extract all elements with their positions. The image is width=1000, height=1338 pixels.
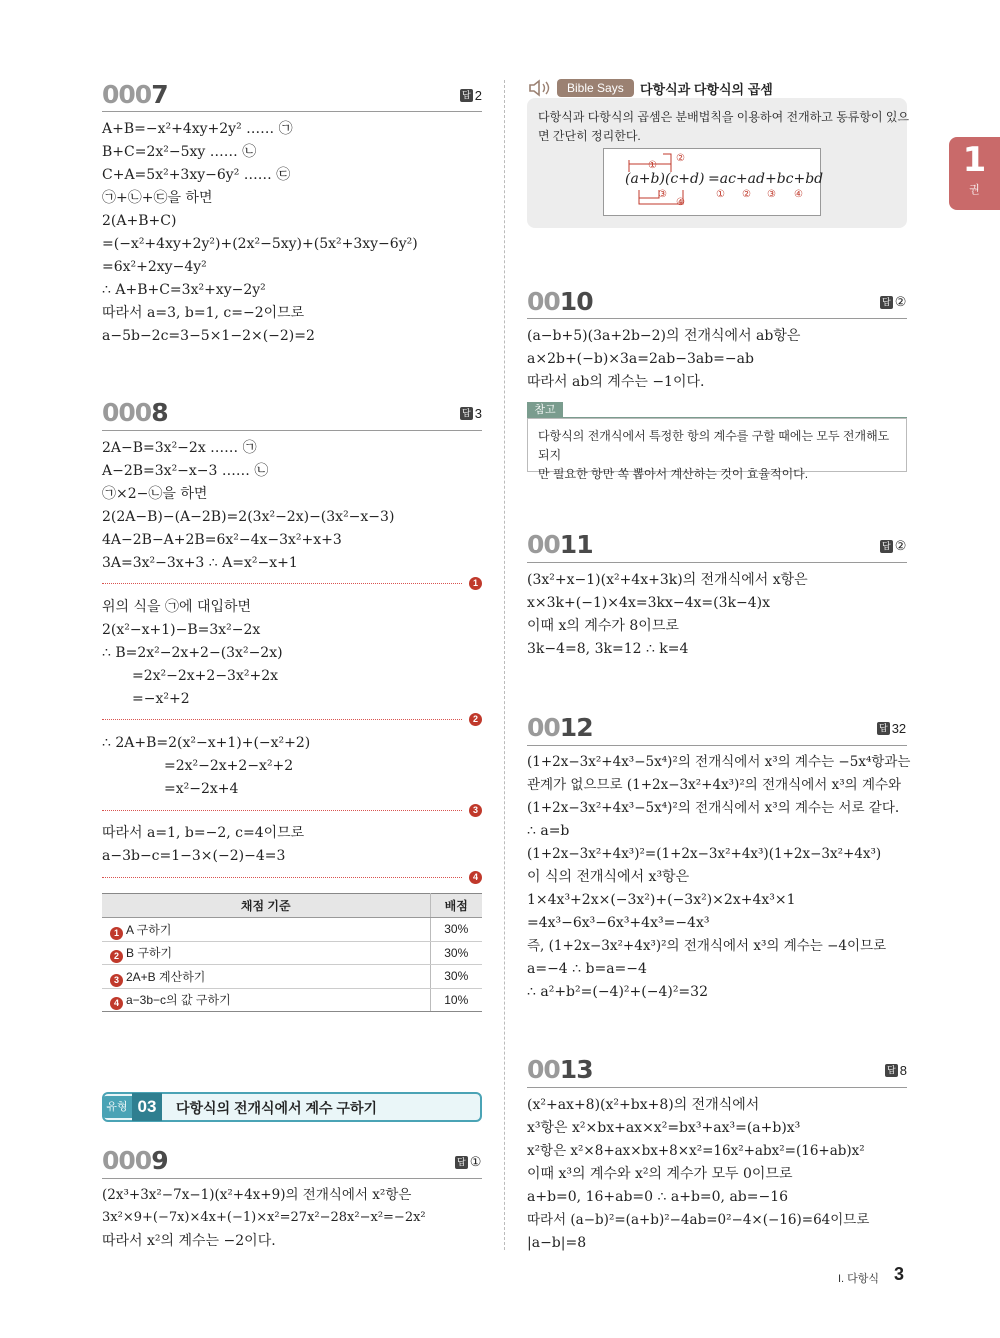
chapter-number: 1 — [962, 140, 987, 180]
rule — [102, 1178, 482, 1179]
answer-0007: 답 2 — [462, 88, 482, 103]
step-badge: 1 — [469, 577, 482, 590]
solution-line: (1+2x−3x²+4x³)²=(1+2x−3x²+4x³)(1+2x−3x²+4x³) — [527, 846, 882, 862]
problem-number-0013: 0013 — [527, 1055, 593, 1084]
solution-line: ㉠+㉡+㉢을 하면 — [102, 190, 213, 206]
solution-line: 따라서 x²의 계수는 −2이다. — [102, 1233, 276, 1249]
solution-line: ∴ a²+b²=(−4)²+(−4)²=32 — [527, 984, 708, 1000]
mark-2: ② — [676, 153, 685, 164]
answer-tag: 답 — [887, 1065, 896, 1075]
solution-line: 이 식의 전개식에서 x³항은 — [527, 869, 690, 885]
solution-line: (a−b+5)(3a+2b−2)의 전개식에서 ab항은 — [527, 328, 801, 344]
solution-line: ∴ A+B+C=3x²+xy−2y² — [102, 282, 266, 298]
step-badge: 2 — [110, 950, 123, 963]
solution-line: A−2B=3x²−x−3 …… ㉡ — [102, 463, 269, 479]
rule — [527, 745, 907, 746]
step-badge: 3 — [469, 804, 482, 817]
table-cell: 1 A 구하기 — [102, 918, 430, 942]
answer-tag: 답 — [462, 408, 471, 418]
solution-line: =−x²+2 — [132, 691, 190, 707]
problem-number-0009: 0009 — [102, 1146, 168, 1175]
answer-tag: 답 — [882, 296, 891, 307]
answer-0013: 답 8 — [887, 1063, 907, 1078]
mark-4: ④ — [794, 189, 803, 200]
chapter-tab[interactable] — [949, 137, 1000, 210]
answer-tag: 답 — [879, 723, 888, 733]
rule — [102, 430, 482, 431]
solution-line: 따라서 (a−b)²=(a+b)²−4ab=0²−4×(−16)=64이므로 — [527, 1212, 870, 1228]
chapter-label: 권 — [969, 183, 980, 196]
formula-left: (a+b)(c+d) — [625, 171, 705, 187]
step-badge: 4 — [469, 871, 482, 884]
solution-line: B+C=2x²−5xy …… ㉡ — [102, 144, 257, 160]
bible-text: 다항식과 다항식의 곱셈은 분배법칙을 이용하여 전개하고 동류항이 있으 — [538, 110, 910, 124]
bible-title: 다항식과 다항식의 곱셈 — [640, 82, 773, 97]
table-header: 채점 기준 — [102, 894, 430, 918]
solution-line: 따라서 ab의 계수는 −1이다. — [527, 374, 705, 390]
solution-line: a−5b−2c=3−5×1−2×(−2)=2 — [102, 328, 315, 344]
answer-0010: 답 ② — [882, 294, 907, 309]
solution-line: 3k−4=8, 3k=12 ∴ k=4 — [527, 641, 689, 657]
solution-line: 3A=3x²−3x+3 ∴ A=x²−x+1 — [102, 555, 298, 571]
solution-line: =x²−2x+4 — [164, 781, 239, 797]
solution-line: a×2b+(−b)×3a=2ab−3ab=−ab — [527, 351, 754, 367]
solution-line: 따라서 a=3, b=1, c=−2이므로 — [102, 305, 305, 321]
formula-right: =ac+ad+bc+bd — [708, 171, 824, 187]
note-box — [527, 418, 907, 481]
solution-line: 3x²×9+(−7x)×4x+(−1)×x²=27x²−28x²−x²=−2x² — [102, 1210, 426, 1225]
speaker-icon — [528, 79, 554, 97]
table-row — [102, 918, 482, 942]
step-badge: 2 — [469, 713, 482, 726]
solution-line: a=−4 ∴ b=a=−4 — [527, 961, 647, 977]
type-title: 다항식의 전개식에서 계수 구하기 — [176, 1100, 378, 1116]
solution-line: 따라서 a=1, b=−2, c=4이므로 — [102, 825, 305, 841]
problem-number-0008: 0008 — [102, 398, 168, 427]
solution-line: 4A−2B−A+2B=6x²−4x−3x²+x+3 — [102, 532, 342, 548]
mark-4: ④ — [676, 197, 685, 208]
step-badge: 4 — [110, 997, 123, 1010]
table-header-row — [102, 894, 482, 918]
solution-line: =4x³−6x³−6x³+4x³=−4x³ — [527, 915, 710, 931]
solution-line: (2x³+3x²−7x−1)(x²+4x+9)의 전개식에서 x²항은 — [102, 1187, 412, 1203]
solution-line: 2(x²−x+1)−B=3x²−2x — [102, 622, 261, 638]
problem-number-0011: 0011 — [527, 530, 593, 559]
step-badge: 3 — [110, 974, 123, 987]
answer-tag: 답 — [462, 90, 471, 100]
solution-line: ∴ B=2x²−2x+2−(3x²−2x) — [102, 645, 283, 661]
solution-line: =(−x²+4xy+2y²)+(2x²−5xy)+(5x²+3xy−6y²) — [102, 236, 418, 252]
page-number: 3 — [894, 1264, 905, 1284]
solution-line: (1+2x−3x²+4x³−5x⁴)²의 전개식에서 x³의 계수는 −5x⁴항과는 — [527, 754, 911, 770]
note-text: 다항식의 전개식에서 특정한 항의 계수를 구할 때에는 모두 전개해도 되지 — [538, 429, 890, 462]
solution-line: (3x²+x−1)(x²+4x+3k)의 전개식에서 x항은 — [527, 572, 808, 588]
mark-3: ③ — [767, 189, 776, 200]
solution-line: 위의 식을 ㉠에 대입하면 — [102, 599, 252, 615]
mark-1: ① — [648, 160, 657, 171]
solution-line: C+A=5x²+3xy−6y² …… ㉢ — [102, 167, 291, 183]
note-text: 만 필요한 항만 쏙 뽑아서 계산하는 것이 효율적이다. — [538, 467, 809, 481]
rule — [527, 318, 907, 319]
table-header: 배점 — [430, 894, 482, 918]
answer-0009: 답 ① — [457, 1154, 482, 1169]
answer-tag: 답 — [457, 1156, 466, 1167]
solution-line: x×3k+(−1)×4x=3kx−4x=(3k−4)x — [527, 595, 770, 611]
table-row — [102, 941, 482, 965]
solution-line: =2x²−2x+2−x²+2 — [164, 758, 294, 774]
solution-line: a−3b−c=1−3×(−2)−4=3 — [102, 848, 286, 864]
solution-line: ㉠×2−㉡을 하면 — [102, 486, 208, 502]
answer-0008: 답 3 — [462, 406, 482, 421]
solution-line: 즉, (1+2x−3x²+4x³)²의 전개식에서 x³의 계수는 −4이므로 — [527, 938, 887, 954]
mark-1: ① — [716, 189, 725, 200]
problem-number-0007: 0007 — [102, 80, 168, 109]
solution-line: 2(A+B+C) — [102, 213, 177, 229]
table-row — [102, 965, 482, 989]
mark-3: ③ — [658, 189, 667, 200]
table-cell: 30% — [430, 918, 482, 942]
solution-line: 관계가 없으므로 (1+2x−3x²+4x³)²의 전개식에서 x³의 계수와 — [527, 777, 902, 793]
bible-text: 면 간단히 정리한다. — [538, 129, 641, 143]
type-badge: 유형 — [102, 1096, 132, 1118]
problem-number-0012: 0012 — [527, 713, 593, 742]
solution-line: x³항은 x²×bx+ax×x²=bx³+ax³=(a+b)x³ — [527, 1120, 801, 1136]
table-cell: 30% — [430, 941, 482, 965]
answer-0011: 답 ② — [882, 538, 907, 553]
table-cell: 3 2A+B 계산하기 — [102, 965, 430, 989]
solution-line: =2x²−2x+2−3x²+2x — [132, 668, 278, 684]
problem-number-0010: 0010 — [527, 287, 593, 316]
note-tag: 참고 — [527, 402, 563, 418]
answer-0012: 답 32 — [879, 721, 907, 736]
table-cell: 2 B 구하기 — [102, 941, 430, 965]
solution-line: 이때 x의 계수가 8이므로 — [527, 618, 679, 634]
answer-tag: 답 — [882, 540, 891, 551]
solution-line: 2A−B=3x²−2x …… ㉠ — [102, 440, 257, 456]
solution-line: x²항은 x²×8+ax×bx+8×x²=16x²+abx²=(16+ab)x² — [527, 1143, 865, 1159]
mark-2: ② — [742, 189, 751, 200]
type-number: 03 — [132, 1093, 162, 1121]
solution-line: A+B=−x²+4xy+2y² …… ㉠ — [102, 121, 293, 137]
column-divider — [504, 80, 505, 1250]
table-row — [102, 988, 482, 1012]
step-divider — [102, 877, 462, 878]
step-badge: 1 — [110, 927, 123, 940]
rule — [527, 1087, 907, 1088]
step-divider — [102, 719, 462, 720]
solution-line: 1×4x³+2x×(−3x²)+(−3x²)×2x+4x³×1 — [527, 892, 796, 908]
rule — [102, 111, 482, 112]
solution-line: (1+2x−3x²+4x³−5x⁴)²의 전개식에서 x³의 계수는 서로 같다. — [527, 800, 900, 816]
solution-line: ∴ a=b — [527, 823, 570, 839]
rule — [527, 562, 907, 563]
formula-arrows — [603, 148, 824, 216]
solution-line: 2(2A−B)−(A−2B)=2(3x²−2x)−(3x²−x−3) — [102, 509, 395, 525]
step-divider — [102, 810, 462, 811]
step-divider — [102, 583, 462, 584]
solution-line: |a−b|=8 — [527, 1235, 587, 1251]
solution-line: =6x²+2xy−4y² — [102, 259, 207, 275]
table-cell: 4 a−3b−c의 값 구하기 — [102, 988, 430, 1012]
solution-line: ∴ 2A+B=2(x²−x+1)+(−x²+2) — [102, 735, 311, 751]
bible-says-tag: Bible Says — [557, 79, 634, 97]
table-cell: 10% — [430, 988, 482, 1012]
grading-table — [102, 893, 482, 1012]
solution-line: (x²+ax+8)(x²+bx+8)의 전개식에서 — [527, 1097, 760, 1113]
footer-section: I. 다항식 — [838, 1273, 880, 1285]
solution-line: 이때 x³의 계수와 x²의 계수가 모두 0이므로 — [527, 1166, 793, 1182]
solution-line: a+b=0, 16+ab=0 ∴ a+b=0, ab=−16 — [527, 1189, 789, 1205]
table-cell: 30% — [430, 965, 482, 989]
